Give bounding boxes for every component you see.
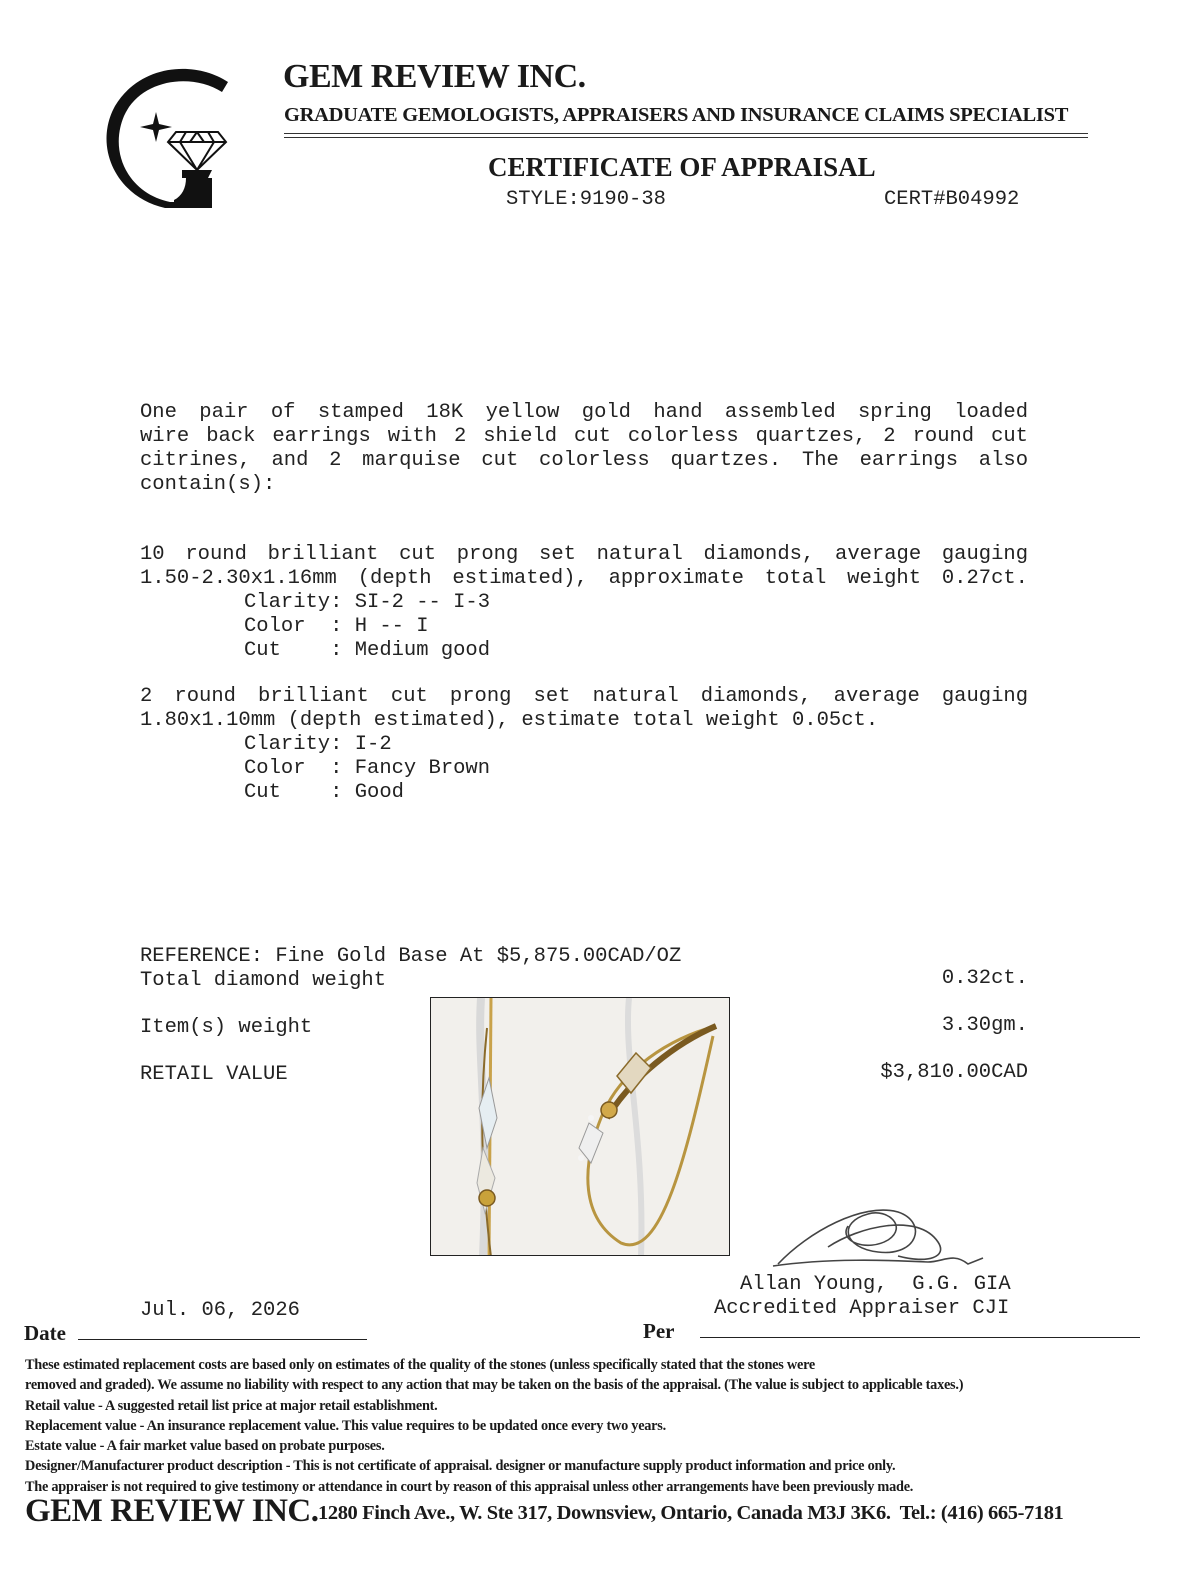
clarity-spec: Clarity: SI-2 -- I-3 — [244, 591, 491, 614]
company-name: GEM REVIEW INC. — [283, 58, 586, 95]
appraiser-signature — [768, 1192, 988, 1282]
item-weight-value: 3.30gm. — [941, 1014, 1028, 1037]
description-line: citrines, and 2 marquise cut colorless quartzes. The earrings also — [140, 449, 1028, 472]
item-photo — [430, 997, 730, 1256]
per-line — [700, 1337, 1140, 1338]
footer-address: 1280 Finch Ave., W. Ste 317, Downsview, Ontario, Canada M3J 3K6. Tel.: (416) 665-7181 — [318, 1502, 1064, 1524]
appraiser-title: Accredited Appraiser CJI — [714, 1297, 1010, 1320]
disclaimer-line: Estate value - A fair market value based on probate purposes. — [25, 1438, 385, 1455]
description-line: wire back earrings with 2 shield cut colorless quartzes, 2 round cut — [140, 425, 1028, 448]
date-line — [78, 1339, 367, 1340]
disclaimer-line: The appraiser is not required to give testimony or attendance in court by reason of this appraisal unless other arrangements have been previously made. — [25, 1478, 914, 1495]
gold-reference: REFERENCE: Fine Gold Base At $5,875.00CAD/OZ — [140, 945, 682, 968]
diamond-group-1 — [140, 543, 1028, 591]
total-diamond-weight-label: Total diamond weight — [140, 969, 387, 992]
per-label: Per — [643, 1319, 675, 1343]
diamond-group-2 — [140, 685, 1028, 733]
retail-value-amount: $3,810.00CAD — [880, 1061, 1028, 1084]
description-line: One pair of stamped 18K yellow gold hand assembled spring loaded — [140, 401, 1028, 424]
date-label: Date — [24, 1321, 66, 1345]
color-spec: Color : Fancy Brown — [244, 757, 491, 780]
company-tagline: GRADUATE GEMOLOGISTS, APPRAISERS AND INSURANCE CLAIMS SPECIALIST — [284, 104, 1069, 126]
earrings-image — [431, 998, 730, 1256]
color-spec: Color : H -- I — [244, 615, 429, 638]
item-description — [140, 401, 1028, 497]
disclaimer-line: Designer/Manufacturer product description - This is not certificate of appraisal. designer or manufacture supply product information and price only. — [25, 1458, 896, 1475]
appraisal-date: Jul. 06, 2026 — [140, 1299, 300, 1322]
style-number: STYLE:9190-38 — [506, 188, 666, 211]
diamond-group-line: 2 round brilliant cut prong set natural diamonds, average gauging — [140, 685, 1028, 708]
certificate-number: CERT#B04992 — [884, 188, 1020, 211]
diamond-group-2-specs — [244, 733, 490, 805]
disclaimer-line: Retail value - A suggested retail list price at major retail establishment. — [25, 1397, 438, 1414]
total-diamond-weight-value: 0.32ct. — [941, 967, 1028, 990]
disclaimer-line: removed and graded). We assume no liability with respect to any action that may be taken on the basis of the appraisal. (The value is subject to applicable taxes.) — [25, 1377, 964, 1394]
footer-company-name: GEM REVIEW INC. — [25, 1493, 319, 1529]
header-rule-top — [284, 133, 1088, 134]
item-weight-label: Item(s) weight — [140, 1016, 313, 1039]
header-rule-bottom — [284, 137, 1088, 138]
retail-value-label: RETAIL VALUE — [140, 1063, 288, 1086]
disclaimer — [25, 1355, 1185, 1497]
disclaimer-line: Replacement value - An insurance replacement value. This value requires to be updated once every two years. — [25, 1417, 666, 1434]
diamond-group-line: 10 round brilliant cut prong set natural diamonds, average gauging — [140, 543, 1028, 566]
clarity-spec: Clarity: I-2 — [244, 733, 392, 756]
cut-spec: Cut : Good — [244, 781, 404, 804]
disclaimer-line: These estimated replacement costs are based only on estimates of the quality of the stones (unless specifically stated that the stones were — [25, 1357, 816, 1373]
appraiser-name: Allan Young, G.G. GIA — [740, 1273, 1011, 1296]
logo-pedestal — [174, 170, 212, 208]
company-logo — [100, 66, 235, 211]
diamond-group-1-specs — [244, 591, 490, 663]
diamond-icon — [168, 132, 226, 170]
cut-spec: Cut : Medium good — [244, 639, 491, 662]
diamond-group-line: 1.80x1.10mm (depth estimated), estimate total weight 0.05ct. — [140, 709, 879, 732]
description-line: contain(s): — [140, 473, 276, 496]
logo-sparkle-icon — [140, 112, 172, 142]
document-title: CERTIFICATE OF APPRAISAL — [488, 152, 876, 182]
diamond-group-line: 1.50-2.30x1.16mm (depth estimated), approximate total weight 0.27ct. — [140, 567, 1028, 590]
